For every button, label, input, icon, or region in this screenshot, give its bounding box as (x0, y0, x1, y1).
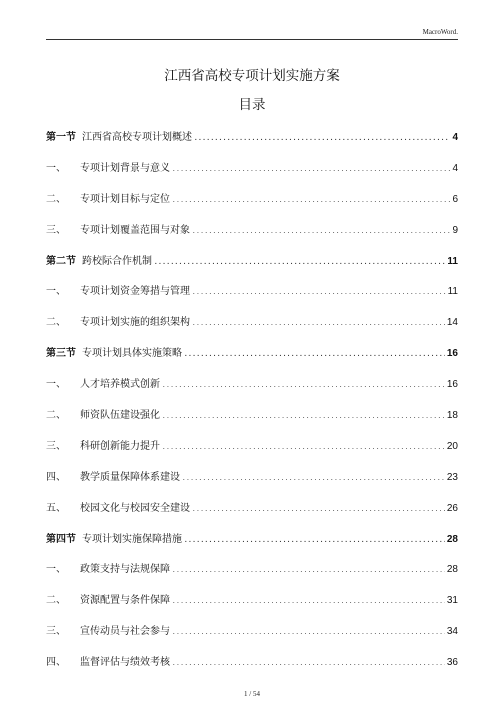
toc-dot-leader (184, 537, 445, 544)
toc-entry-label: 校园文化与校园安全建设 (80, 502, 190, 514)
toc-entry-number: 第一节 (46, 132, 76, 143)
toc-page-number: 4 (452, 162, 458, 174)
toc-dot-leader (162, 413, 445, 420)
toc-entry-number: 四、 (46, 657, 66, 669)
toc-entry-label: 教学质量保障体系建设 (80, 471, 180, 483)
toc-dot-leader (162, 444, 445, 451)
toc-page-number: 26 (446, 502, 458, 514)
toc-entry-label: 专项计划实施保障措施 (82, 533, 182, 545)
toc-entry-number: 第四节 (46, 533, 76, 545)
toc-entry-number: 一、 (46, 286, 66, 298)
toc-subsection-link[interactable] (46, 499, 458, 530)
toc-entry-label: 政策支持与法规保障 (80, 564, 170, 576)
toc-page-number: 16 (446, 379, 458, 391)
toc-section-link[interactable] (46, 530, 458, 561)
toc-subsection-link[interactable] (46, 622, 458, 653)
toc-entry-label: 资源配置与条件保障 (80, 595, 170, 607)
toc-heading: 目录 (238, 97, 266, 113)
toc-dot-leader (172, 660, 445, 667)
toc-entry-number: 第二节 (46, 255, 76, 267)
toc-entry-label: 专项计划实施的组织架构 (80, 317, 190, 329)
toc-dot-leader (172, 598, 445, 605)
toc-page-number: 14 (446, 317, 458, 329)
toc-entry-label: 专项计划资金筹措与管理 (80, 286, 190, 298)
toc-page-number: 11 (447, 286, 458, 298)
toc-entry-label: 师资队伍建设强化 (80, 410, 160, 422)
toc-entry-number: 二、 (46, 595, 66, 607)
toc-entry-number: 三、 (46, 626, 66, 638)
toc-entry-label: 江西省高校专项计划概述 (82, 132, 192, 143)
toc-subsection-link[interactable] (46, 653, 458, 684)
toc-dot-leader (192, 320, 445, 327)
table-of-contents (46, 128, 458, 684)
toc-page-number: 9 (452, 224, 458, 236)
toc-dot-leader (154, 259, 445, 266)
toc-entry-label: 跨校际合作机制 (82, 255, 152, 267)
toc-entry-label: 专项计划目标与定位 (80, 193, 170, 205)
toc-subsection-link[interactable] (46, 468, 458, 499)
toc-dot-leader (172, 197, 450, 204)
toc-entry-label: 宣传动员与社会参与 (80, 626, 170, 638)
toc-subsection-link[interactable] (46, 560, 458, 591)
toc-entry-label: 人才培养模式创新 (80, 379, 160, 391)
toc-dot-leader (184, 351, 445, 358)
toc-entry-label: 科研创新能力提升 (80, 440, 160, 452)
toc-dot-leader (194, 135, 450, 142)
toc-entry-number: 一、 (46, 564, 66, 576)
toc-dot-leader (172, 166, 450, 173)
toc-page-number: 34 (446, 626, 458, 638)
toc-section-link[interactable] (46, 128, 458, 159)
toc-page-number: 4 (452, 132, 458, 143)
toc-dot-leader (192, 228, 450, 235)
header-brand: MacroWord. (422, 28, 458, 36)
toc-page-number: 11 (447, 255, 458, 267)
toc-dot-leader (182, 475, 445, 482)
toc-section-link[interactable] (46, 252, 458, 283)
toc-page-number: 6 (452, 193, 458, 205)
toc-page-number: 18 (446, 410, 458, 422)
toc-entry-number: 二、 (46, 317, 66, 329)
toc-entry-number: 四、 (46, 471, 66, 483)
page-indicator: 1 / 54 (244, 690, 260, 698)
toc-subsection-link[interactable] (46, 437, 458, 468)
toc-page-number: 36 (446, 657, 458, 669)
toc-page-number: 23 (446, 471, 458, 483)
toc-entry-number: 三、 (46, 440, 66, 452)
toc-entry-label: 监督评估与绩效考核 (80, 657, 170, 669)
toc-subsection-link[interactable] (46, 190, 458, 221)
toc-subsection-link[interactable] (46, 406, 458, 437)
toc-subsection-link[interactable] (46, 313, 458, 344)
toc-page-number: 20 (446, 440, 458, 452)
toc-entry-label: 专项计划覆盖范围与对象 (80, 224, 190, 236)
toc-dot-leader (192, 289, 446, 296)
toc-subsection-link[interactable] (46, 159, 458, 190)
toc-entry-number: 第三节 (46, 348, 76, 360)
document-title: 江西省高校专项计划实施方案 (164, 68, 340, 84)
toc-dot-leader (192, 506, 445, 513)
toc-entry-number: 二、 (46, 193, 66, 205)
toc-dot-leader (172, 567, 445, 574)
toc-page-number: 31 (446, 595, 458, 607)
toc-page-number: 16 (446, 348, 458, 360)
toc-subsection-link[interactable] (46, 591, 458, 622)
toc-page-number: 28 (446, 533, 458, 545)
toc-entry-number: 一、 (46, 162, 66, 174)
toc-entry-label: 专项计划具体实施策略 (82, 348, 182, 360)
toc-section-link[interactable] (46, 344, 458, 375)
toc-entry-number: 三、 (46, 224, 66, 236)
toc-entry-number: 一、 (46, 379, 66, 391)
toc-subsection-link[interactable] (46, 282, 458, 313)
toc-dot-leader (172, 629, 445, 636)
toc-page-number: 28 (446, 564, 458, 576)
header-divider (46, 39, 458, 40)
toc-dot-leader (162, 382, 445, 389)
toc-entry-number: 五、 (46, 502, 66, 514)
toc-subsection-link[interactable] (46, 375, 458, 406)
toc-subsection-link[interactable] (46, 221, 458, 252)
toc-entry-label: 专项计划背景与意义 (80, 162, 170, 174)
toc-entry-number: 二、 (46, 410, 66, 422)
